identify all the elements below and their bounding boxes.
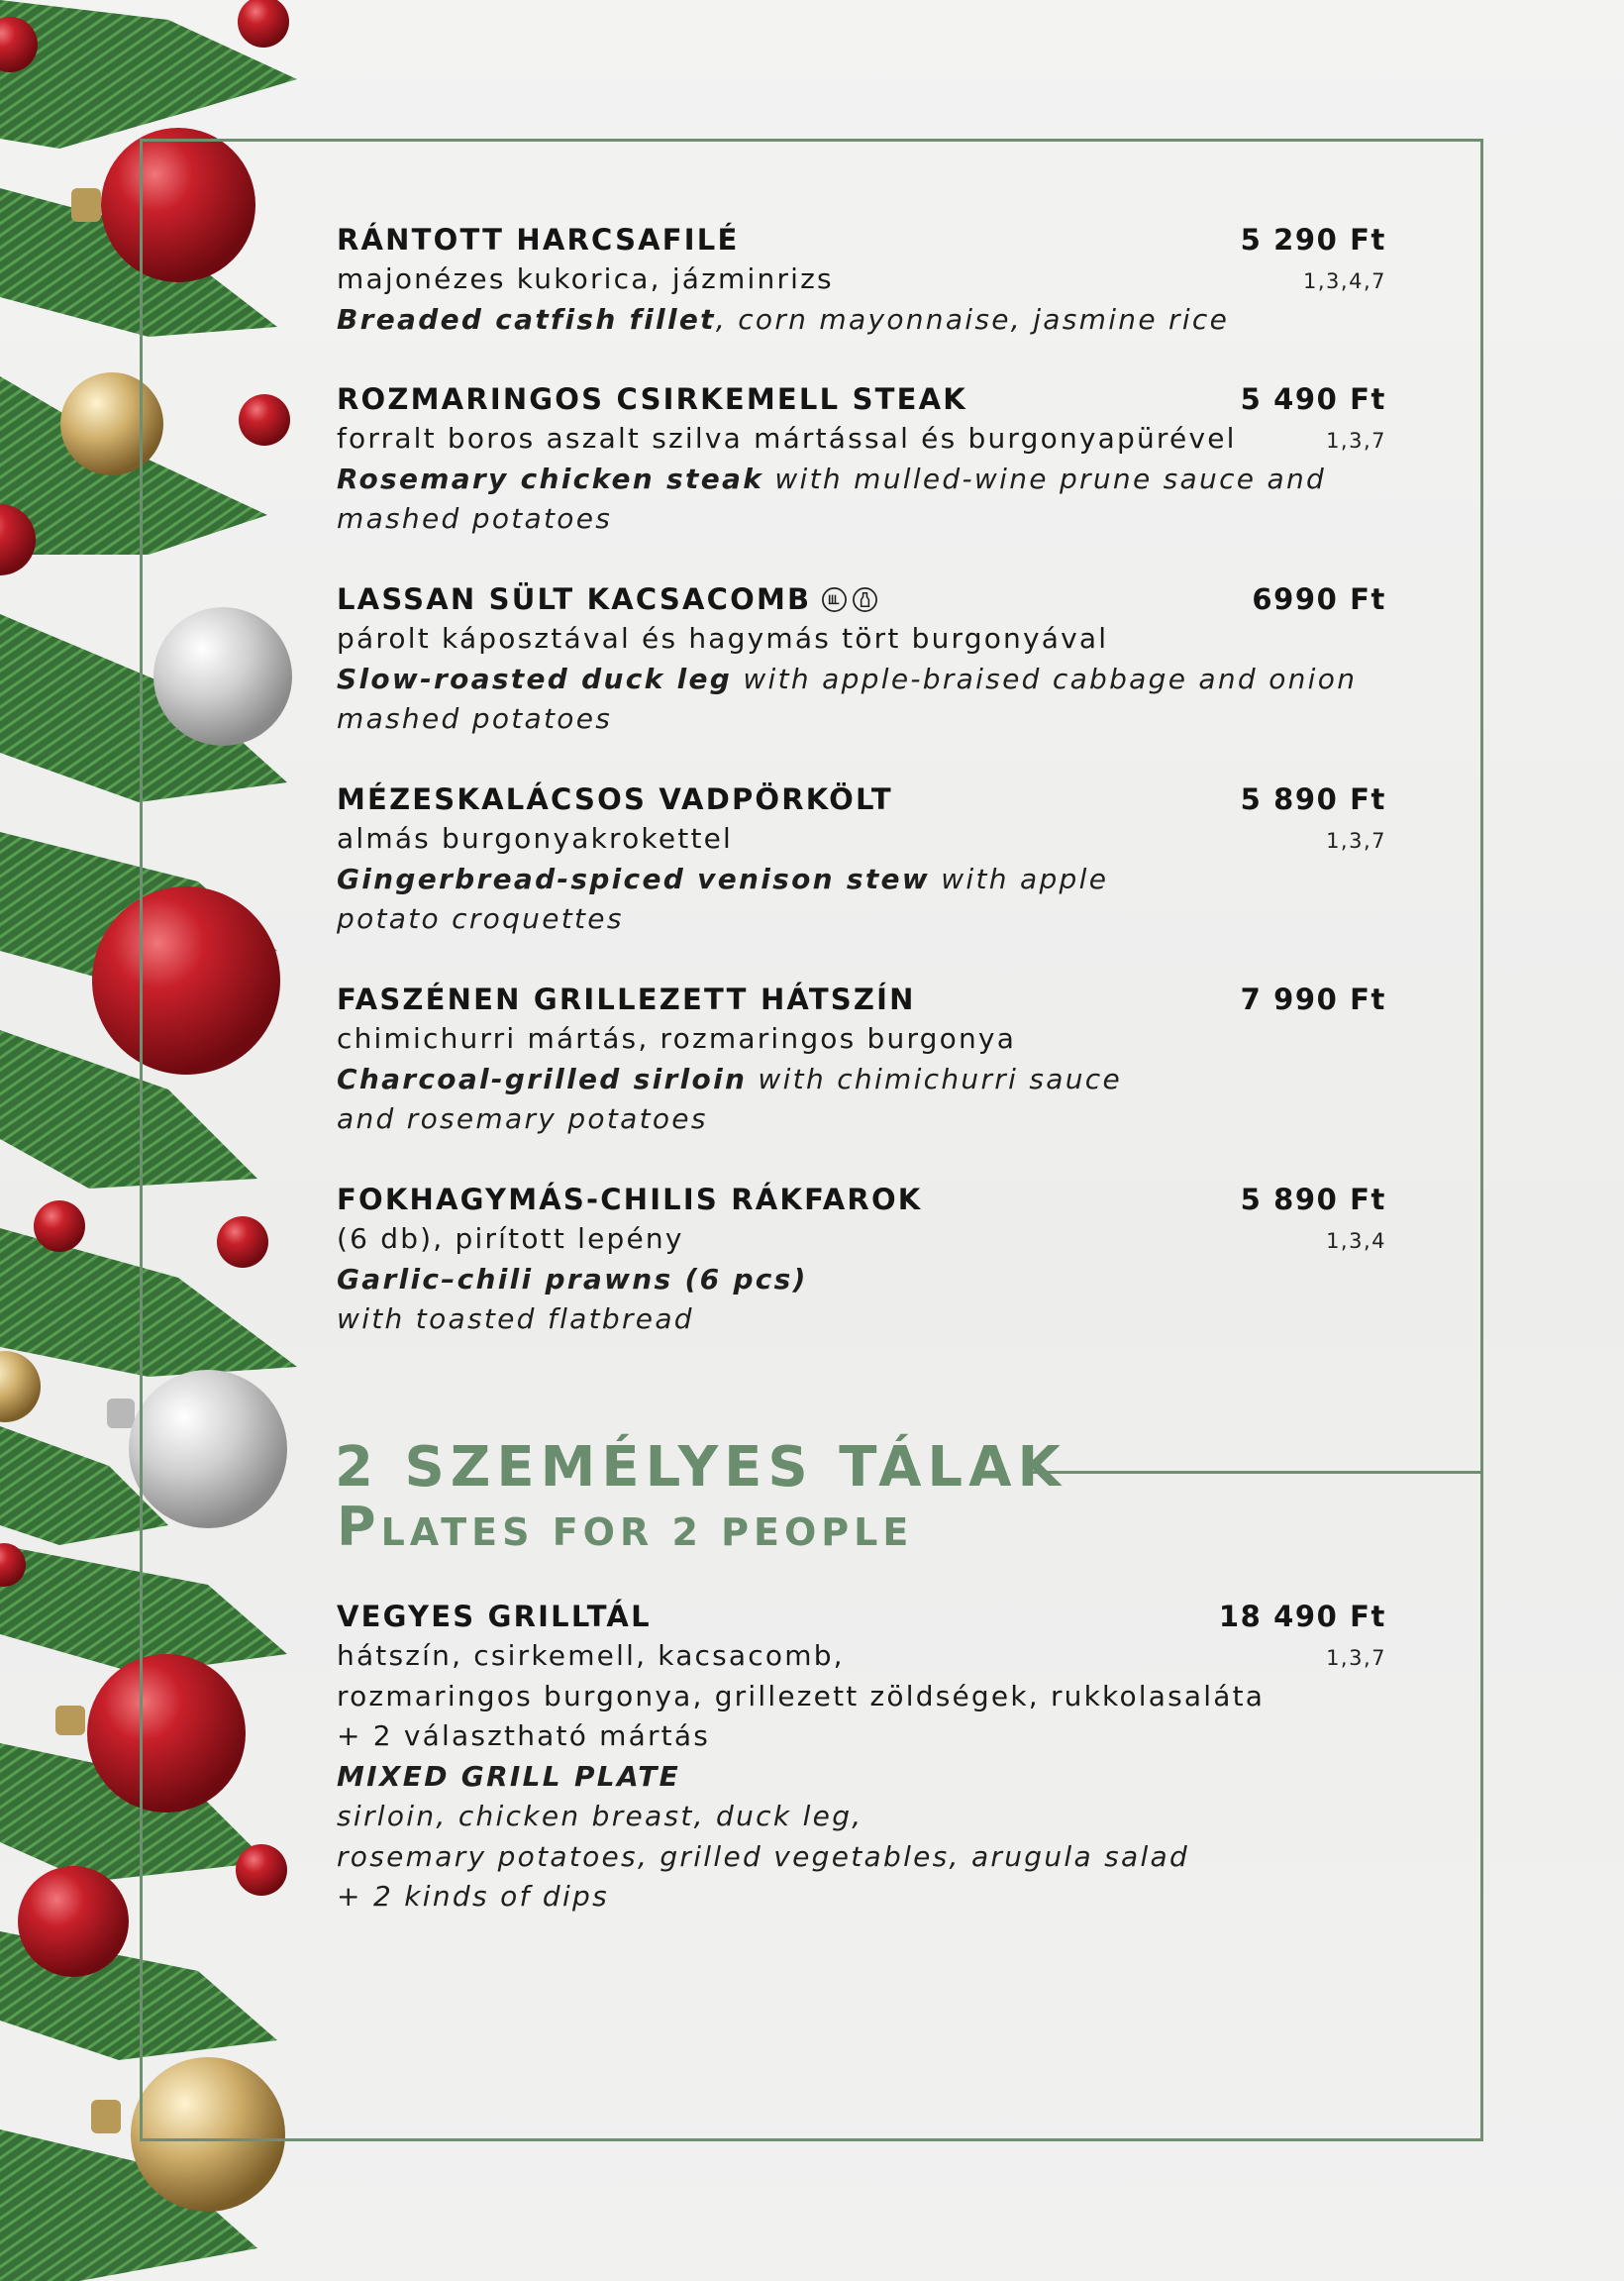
dish-name-en: Rosemary chicken steak	[337, 462, 764, 495]
section-divider	[1032, 1471, 1483, 1474]
section-subtitle	[337, 1498, 913, 1562]
menu-item	[337, 779, 1386, 940]
dish-name-en: MIXED GRILL PLATE	[337, 1759, 681, 1793]
section-subtitle-rest: LATES FOR 2 PEOPLE	[380, 1510, 914, 1554]
dish-description-hu: chimichurri mártás, rozmaringos burgonya	[337, 1022, 1017, 1055]
menu-item	[337, 1180, 1386, 1340]
dish-price: 5 490 Ft	[1240, 382, 1386, 416]
dish-description-hu: (6 db), pirított lepény	[337, 1222, 684, 1255]
dish-name: FASZÉNEN GRILLEZETT HÁTSZÍN	[337, 983, 916, 1016]
dish-name-en: Garlic–chili prawns (6 pcs)	[337, 1262, 808, 1296]
dish-description-en	[337, 1260, 1386, 1300]
dish-description-en-rest: with apple-braised cabbage and onion mashed potatoes	[337, 662, 1358, 735]
dish-description-en-rest: with mulled-wine prune sauce and mashed potatoes	[337, 462, 1327, 535]
dish-description-en-line: sirloin, chicken breast, duck leg,	[337, 1800, 863, 1832]
dish-description-en	[337, 1060, 1178, 1140]
dish-name: RÁNTOTT HARCSAFILÉ	[337, 223, 740, 257]
dish-description-en-rest: , corn mayonnaise, jasmine rice	[715, 302, 1230, 336]
dish-description-hu: forralt boros aszalt szilva mártással és burgonyapürével	[337, 422, 1237, 455]
dish-description-en-rest: with apple potato croquettes	[337, 862, 1109, 935]
menu-item	[337, 579, 1386, 740]
menu-item	[337, 379, 1386, 540]
dish-price: 7 990 Ft	[1240, 983, 1386, 1016]
dish-description-en-line: rosemary potatoes, grilled vegetables, arugula salad	[337, 1839, 1190, 1873]
dish-name: VEGYES GRILLTÁL	[337, 1600, 652, 1633]
dish-name-en: Charcoal-grilled sirloin	[337, 1062, 748, 1095]
dish-name-en: Breaded catfish fillet	[337, 302, 716, 336]
dish-description-hu-line: hátszín, csirkemell, kacsacomb,	[337, 1639, 845, 1672]
menu-item	[337, 980, 1386, 1140]
dish-description-hu: párolt káposztával és hagymás tört burgonyával	[337, 622, 1109, 655]
dish-description-en	[337, 860, 1198, 940]
dish-description-en-rest: with toasted flatbread	[337, 1302, 694, 1335]
dish-description-hu: almás burgonyakrokettel	[337, 822, 734, 855]
dish-name: LASSAN SÜLT KACSACOMB	[337, 582, 812, 616]
dish-name-en: Gingerbread-spiced venison stew	[337, 862, 931, 895]
dietary-icons	[821, 586, 878, 613]
section-title: 2 SZEMÉLYES TÁLAK	[335, 1435, 1066, 1500]
bowl-icon	[821, 586, 848, 613]
allergen-codes: 1,3,4,7	[1303, 269, 1386, 293]
dish-description-en	[337, 460, 1386, 540]
dish-price: 5 890 Ft	[1240, 782, 1386, 816]
bottle-icon	[852, 586, 878, 613]
dish-name-en: Slow-roasted duck leg	[337, 662, 733, 695]
platter-item	[337, 1597, 1386, 1918]
dish-name-row	[337, 579, 1386, 619]
dish-name: FOKHAGYMÁS-CHILIS RÁKFAROK	[337, 1183, 923, 1216]
allergen-codes: 1,3,7	[1326, 1646, 1386, 1670]
dish-description-en	[337, 660, 1406, 740]
dish-description-en-line: + 2 kinds of dips	[337, 1880, 609, 1913]
dish-description-en	[337, 300, 1386, 341]
dish-price: 5 290 Ft	[1240, 223, 1386, 257]
dish-name: ROZMARINGOS CSIRKEMELL STEAK	[337, 382, 967, 416]
dish-description-hu-line: rozmaringos burgonya, grillezett zöldségek, rukkolasaláta	[337, 1679, 1266, 1712]
dish-description-hu-line: + 2 választható mártás	[337, 1719, 710, 1752]
menu-item	[337, 220, 1386, 340]
allergen-codes: 1,3,7	[1326, 429, 1386, 453]
dish-price: 5 890 Ft	[1240, 1183, 1386, 1216]
dish-description-en-rest: with chimichurri sauce and rosemary potatoes	[337, 1062, 1122, 1135]
allergen-codes: 1,3,4	[1326, 1229, 1386, 1253]
dish-description-hu: majonézes kukorica, jázminrizs	[337, 262, 834, 295]
section-subtitle-initial: P	[337, 1496, 381, 1558]
dish-price: 18 490 Ft	[1218, 1600, 1386, 1633]
dish-price: 6990 Ft	[1252, 582, 1386, 616]
dish-name: MÉZESKALÁCSOS VADPÖRKÖLT	[337, 782, 893, 816]
allergen-codes: 1,3,7	[1326, 829, 1386, 853]
